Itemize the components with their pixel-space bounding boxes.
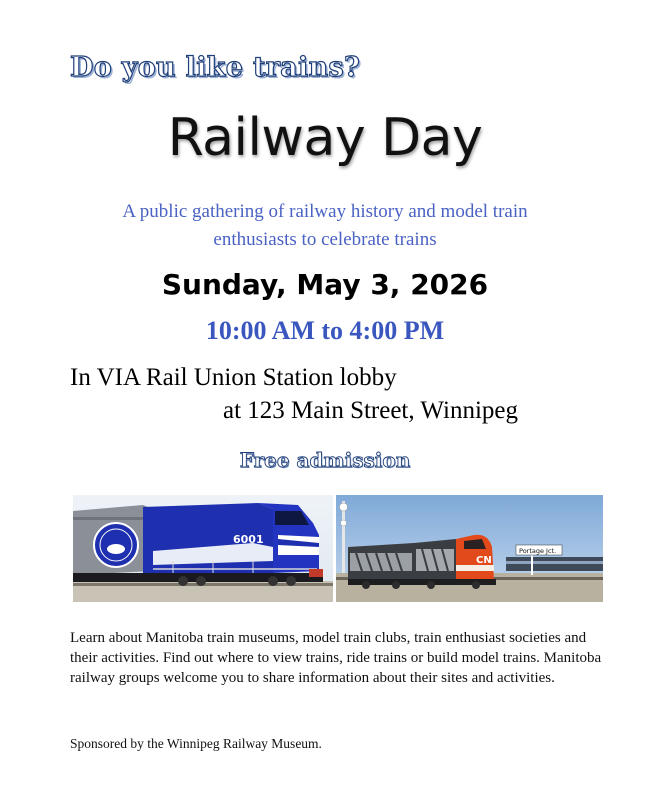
blue-locomotive-image xyxy=(73,495,333,602)
location-line-2: at 123 Main Street, Winnipeg xyxy=(223,397,519,424)
locomotive-number: 6001 xyxy=(233,533,264,546)
sponsor-note: Sponsored by the Winnipeg Railway Museum. xyxy=(70,736,322,751)
event-description: Learn about Manitoba train museums, model train clubs, train enthusiast societies and their activities. Find out where to view trains, ride trains or build model trains. Manitoba railway groups welcome you to share information about their sites and activities. xyxy=(70,630,602,686)
station-sign: Portage Jct. xyxy=(519,547,557,555)
event-title: Railway Day xyxy=(167,108,483,168)
cn-locomotive-image xyxy=(336,495,603,602)
blue-locomotive-photo xyxy=(73,495,333,602)
event-date: Sunday, May 3, 2026 xyxy=(161,268,489,301)
admission-note: Free admission xyxy=(239,448,411,472)
headline: Do you like trains? xyxy=(70,52,361,83)
train-photos xyxy=(73,495,603,602)
location-line-1: In VIA Rail Union Station lobby xyxy=(70,364,397,391)
cn-locomotive-photo xyxy=(336,495,603,602)
subtitle-line-1: A public gathering of railway history and model train xyxy=(122,201,528,222)
event-subtitle xyxy=(60,198,590,254)
event-time: 10:00 AM to 4:00 PM xyxy=(205,316,445,345)
cn-logo: CN xyxy=(476,555,492,566)
subtitle-line-2: enthusiasts to celebrate trains xyxy=(213,229,437,250)
